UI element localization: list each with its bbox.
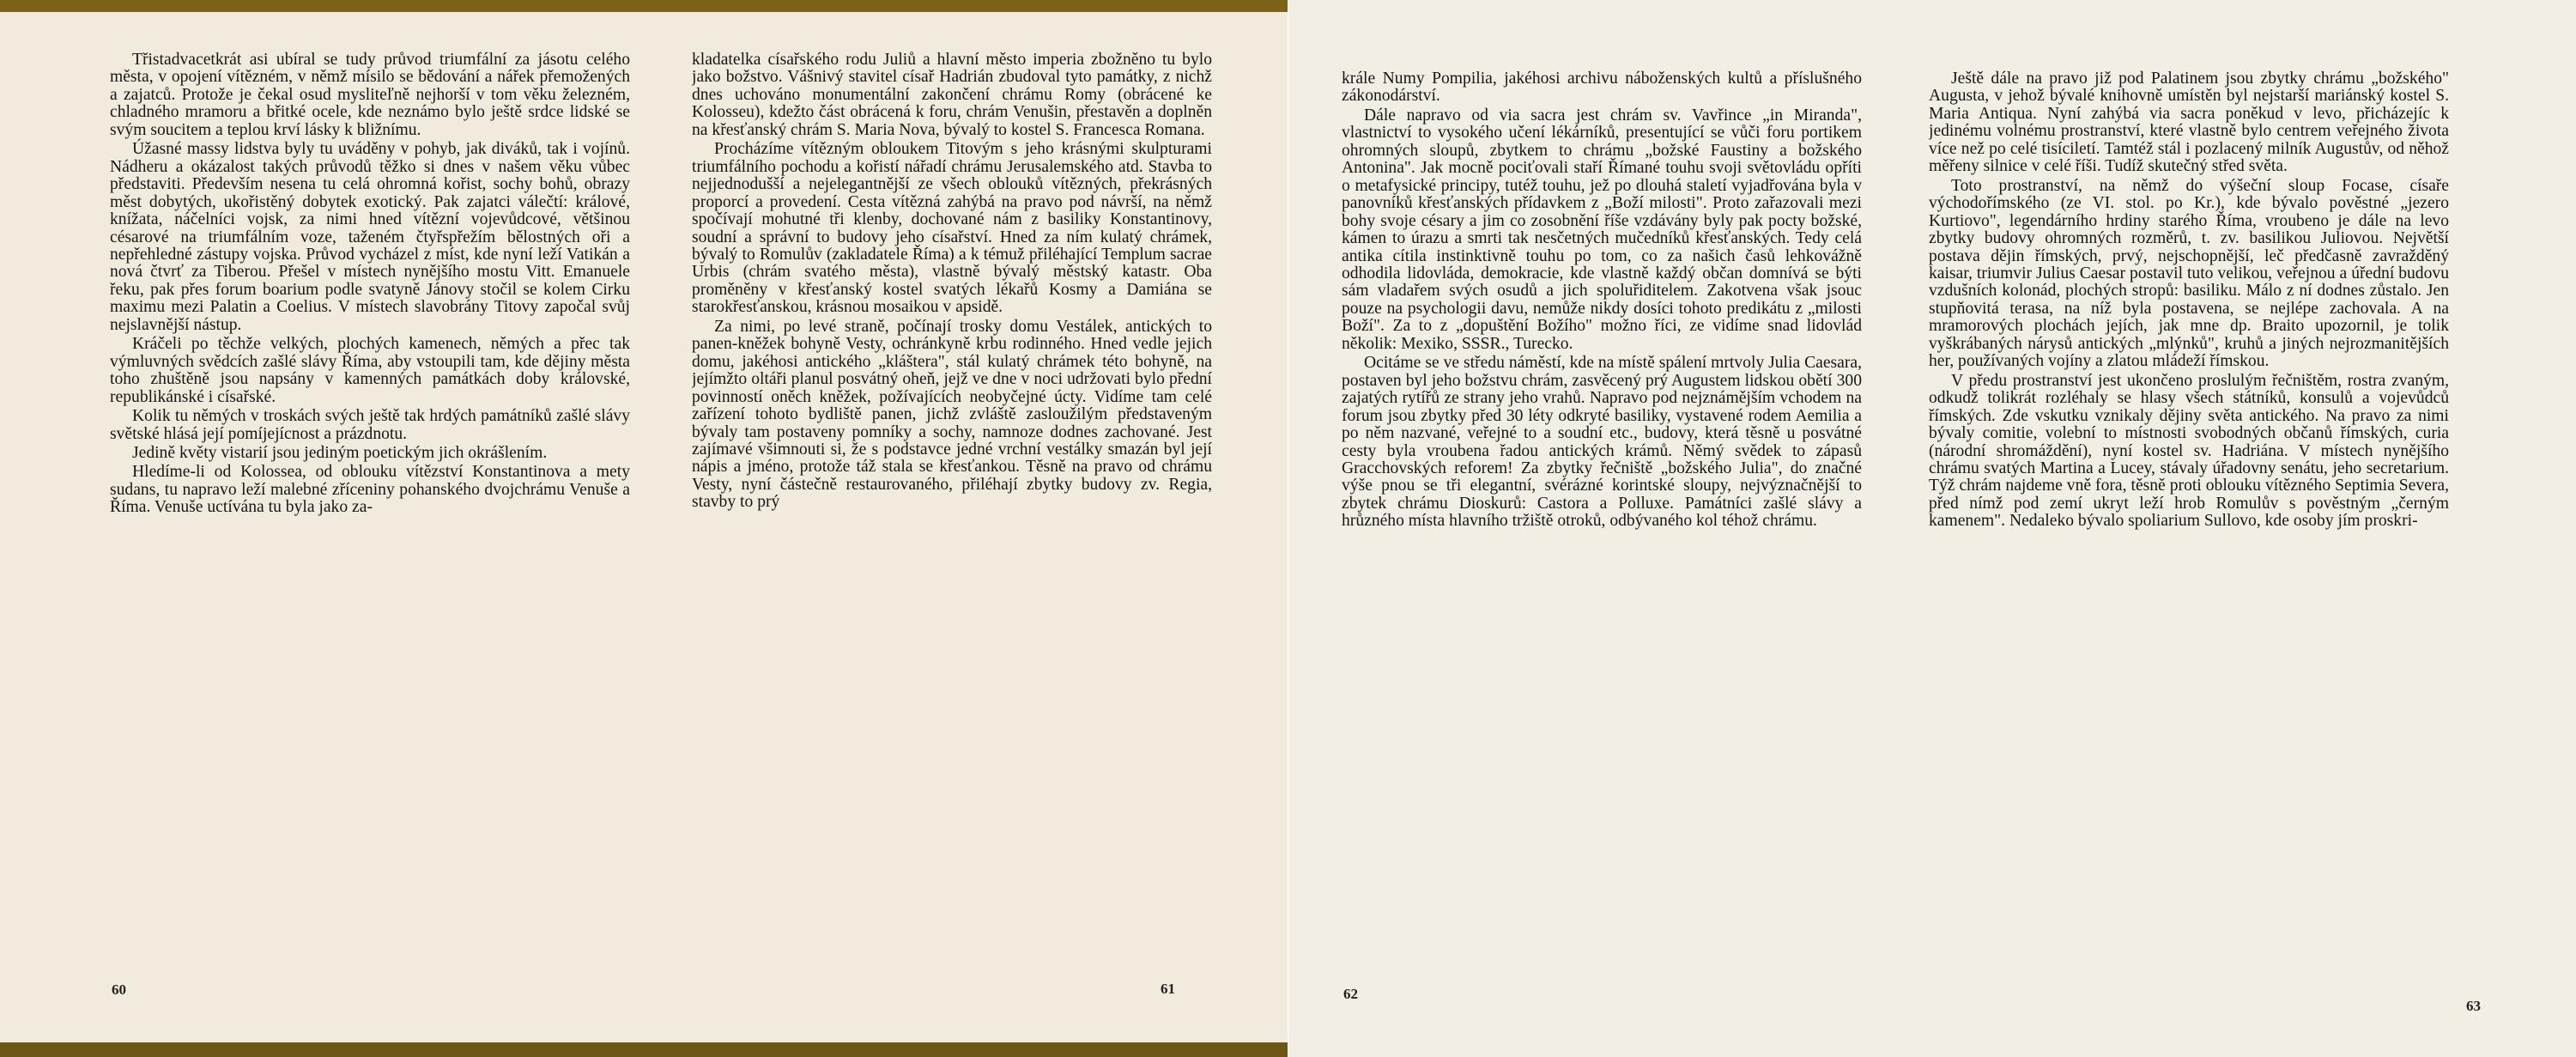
paragraph: kladatelka císařského rodu Juliů a hlavní město imperia zbožněno tu bylo jako božstvo. Vášnivý stavitel císař Hadrián zbudoval tyto památky, z nichž dnes uchováno monumentální zakončení chrámu Romy (obrácené ke Kolosseu), kdežto část obrácená k foru, chrám Venušin, přestavěn a doplněn na křesťanský chrám S. Maria Nova, bývalý to kostel S. Francesca Romana. [692, 52, 1212, 139]
paragraph: Toto prostranství, na němž do výšeční sloup Focase, císaře východořímského (ze VI. stol. po Kr.), kde bývalo pověstné „jezero Kurtiovo", legendárního hrdiny starého Říma, vroubeno je dále na levo zbytky budovy ohromných rozměrů, t. zv. basilikou Juliovou. Největší postava dějin římských, prvý, nejschopnější, leč předčasně zavražděný kaisar, triumvir Julius Caesar postavil tuto velikou, veřejnou a úřední budovu vzdušních kolonád, plochých stropů: basiliku. Málo z ní dodnes zůstalo. Jen stupňovitá terasa, na níž byla postavena, se nejlépe zachovala. A na mramorových plochách jejích, jak mne dp. Braito upozornil, je tolik vyškrábaných nárysů antických „mlýnků", kruhů a jiných nejrozmanitějších her, používaných vojíny a zlatou mládeží římskou. [1929, 176, 2449, 371]
page-number-61: 61 [1161, 981, 1175, 997]
paragraph: Kolik tu němých v troskách svých ještě tak hrdých památníků zašlé slávy světské hlásá její pomíjejícnost a prázdnotu. [110, 407, 630, 443]
bottom-edge-band [0, 1042, 1288, 1057]
page-62 [1342, 70, 1862, 1024]
page-number-60: 60 [112, 981, 126, 998]
paragraph: Jedině květy vistarií jsou jediným poetickým jich okrášlením. [132, 443, 548, 462]
page-number-63: 63 [2466, 998, 2481, 1014]
paragraph: Kráčeli po těchže velkých, plochých kamenech, němých a přec tak výmluvných svědcích zašlé slávy Říma, aby vstoupili tam, kde dějiny města toho zhuštěně jsou napsány v kamenných památkách doby královské, republikánské i císařské. [110, 335, 630, 406]
page-61 [692, 52, 1212, 1005]
top-edge-band [0, 0, 1288, 12]
paragraph: Ještě dále na pravo již pod Palatinem jsou zbytky chrámu „božského" Augusta, v jehož bývalé knihovně umístěn byl nejstarší mariánský kostel S. Maria Antiqua. Nyní zahýbá via sacra poněkud v levo, přicházejíc k jedinému volnému prostranství, které vlastně bylo centrem veřejného života více než po celé tisíciletí. Tamtéž stál i pozlacený milník Augustův, od něhož měřeny silnice v celé říši. Tudíž skutečný střed světa. [1929, 70, 2449, 176]
paragraph: Procházíme vítězným obloukem Titovým s jeho krásnými skulpturami triumfálního pochodu a kořistí nářadí chrámu Jerusalemského atd. Stavba to nejjednodušší a nejelegantnější ze všech oblouků vítězných, překrásných proporcí a provedení. Cesta vítězná zahýbá na pravo pod návrší, na němž spočívají mohutné tři klenby, dochované nám z basiliky Konstantinovy, soudní a správní to budovy jeho císařství. Hned za ním kulatý chrámek, bývalý to Romulův (zakladatele Říma) a k témuž přiléhající Templum sacrae Urbis (chrám svatého města), vlastně bývalý městský katastr. Oba proměněny v křesťanský kostel svatých lékařů Kosmy a Damiána se starokřesťanskou, krásnou mosaikou v apsidě. [692, 140, 1212, 317]
right-spread [1288, 0, 2576, 1057]
page-63 [1929, 70, 2449, 1024]
page-60 [110, 52, 630, 1005]
paragraph: Třistadvacetkrát asi ubíral se tudy průvod triumfální za jásotu celého města, v opojení vítězném, v němž mísilo se bědování a nářek přemožených a zajatců. Protože je čekal osud mysliteľně nejhorší v tom věku železném, chladného mramoru a břitké ocele, kde neznámo bylo ještě srdce lidské se svým soucitem a teplou krví lásky k bližnímu. [110, 52, 630, 139]
paragraph: Úžasné massy lidstva byly tu uváděny v pohyb, jak diváků, tak i vojínů. Nádheru a okázalost takých průvodů těžko si dnes v našem věku vůbec představiti. Především nesena tu celá ohromná kořist, sochy bohů, obrazy měst dobytých, ukořistěný dobytek exotický. Pak zajatci válečtí: králové, knížata, náčelníci vojsk, za nimi hned vítězní vojevůdcové, většinou césarové na triumfálním voze, taženém čtyřspřežím bělostných oři a nepřehledné zástupy vojska. Průvod vycházel z míst, kde nyní leží Vatikán a nová čtvrť za Tiberou. Přešel v místech nynějšího mostu Vitt. Emanuele řeku, pak přes forum boarium podle svatyně Jánovy stočil se kolem Cirku maximu mezi Palatin a Coelius. V místech slavobrány Titovy započal svůj nejslavnější nástup. [110, 140, 630, 334]
paragraph: krále Numy Pompilia, jakéhosi archivu náboženských kultů a příslušného zákonodárství. [1342, 70, 1862, 106]
page-number-62: 62 [1343, 986, 1358, 1002]
paragraph: Za nimi, po levé straně, počínají trosky domu Vestálek, antických to panen-kněžek bohyně Vesty, ochránkyně krbu rodinného. Hned vedle jejich domu, jakéhosi antického „kláštera", stál kulatý chrámek této bohyně, na jejímžto oltáři planul posvátný oheň, jejž ve dne v noci udržovati bylo přední povinností oněch kněžek, požívajících neobyčejné úcty. Vidíme tam celé zařízení tohoto bydliště panen, jichž zvláště zasloužilým představeným bývaly tam postaveny pomníky a sochy, namnoze dodnes zachované. Jest zajímavé všimnouti si, že s podstavce jedné vrchní vestálky smazán byl její nápis a jméno, protože táž stala se křesťankou. Těsně na pravo od chrámu Vesty, nyní částečně restaurovaného, přiléhají zbytky budovy zv. Regia, stavby to prý [692, 317, 1212, 512]
paragraph: Dále napravo od via sacra jest chrám sv. Vavřince „in Miranda", vlastnictví to vysokého učení lékárníků, presentující se vůči foru portikem ohromných sloupů, zbytkem to chrámu „božské Faustiny a božského Antonina". Jak mocně pociťovali staří Římané touhu svoji světovládu opříti o metafysické principy, tutéž touhu, jež po dlouhá staletí vyjadřována byla v panovníků křesťanských přídavkem z „Boží milosti". Proto zařazovali mezi bohy svoje césary a jim co zosobnění říše vzdávány byly pak pocty božské, kámen to úrazu a smrti tak nesčetných mučedníků křesťanských. Tedy celá antika cítila instinktivně touhu po tom, co za našich časů lehkovážně odhodila lidovláda, demokracie, kde vlastně každý občan domnívá se býti sám vladařem svých osudů a jich spoluřiditelem. Zakotvena však jsouc pouze na psychologii davu, nemůže nikdy dosíci tohoto predikátu z „milosti Boží". Za to z „dopuštění Božího" možno říci, ze vidíme snad lidovlád několik: Mexiko, SSSR., Turecko. [1342, 106, 1862, 353]
paragraph: V předu prostranství jest ukončeno proslulým řečništěm, rostra zvaným, odkudž tolikrát rozléhaly se hlasy všech státníků, konsulů a vojevůdců římských. Zde vskutku vznikaly dějiny světa antického. Na pravo za nimi bývaly comitie, volební to místnosti svobodných občanů římských, curia (národní shromáždění), nyní kostel sv. Hadriána. V místech nynějšího chrámu svatých Martina a Lucey, stávaly úřadovny senátu, jeho secretarium. Týž chrám najdeme vně fora, těsně proti oblouku vítězného Septimia Severa, před nímž pod zemí ukryt leží hrob Romulův s pověstným „černým kamenem". Nedaleko bývalo spoliarium Sullovo, kde osoby jím proskri- [1929, 371, 2449, 531]
paragraph: Ocitáme se ve středu náměstí, kde na místě spálení mrtvoly Julia Caesara, postaven byl jeho božstvu chrám, zasvěcený prý Augustem lidskou obětí 300 zajatých rytířů ze strany jeho vrahů. Napravo pod nejznámějším vchodem na forum jsou zbytky před 30 léty odkryté basiliky, vystavené rodem Aemilia a po něm nazvané, veřejné to a soudní etc., budovy, která těsně u posvátné cesty byla vroubena řadou antických krámů. Němý svědek to zápasů Gracchovských reforem! Za zbytky řečniště „božského Julia", do značné výše pnou se tři elegantní, svérázné korintské sloupy, nejvýznačnější to zbytek chrámu Dioskurů: Castora a Polluxe. Památníci zašlé slávy a hrůzného místa hlavního tržiště otroků, odbývaného kol téhož chrámu. [1342, 354, 1862, 531]
paragraph: Hledíme-li od Kolossea, od oblouku vítězství Konstantinova a mety sudans, tu napravo leží malebné zříceniny pohanského dvojchrámu Venuše a Říma. Venuše uctívána tu byla jako za- [110, 463, 630, 517]
